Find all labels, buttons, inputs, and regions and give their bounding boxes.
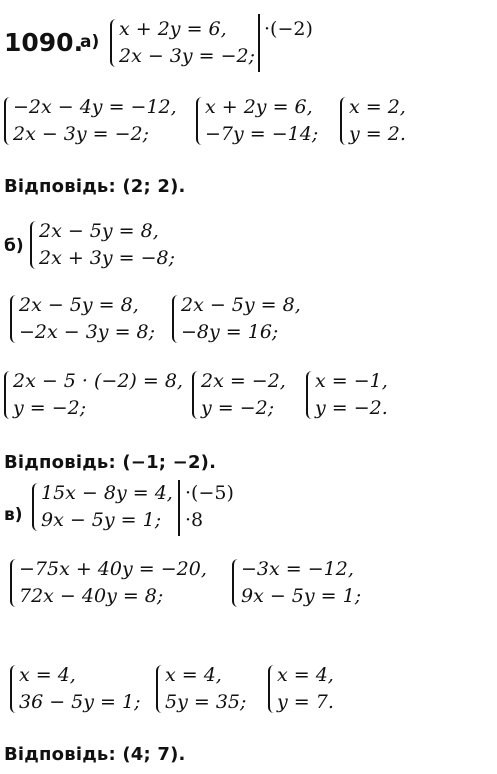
equation: −75x + 40y = −20, [19,558,207,580]
brace [4,97,12,145]
brace [232,559,240,607]
brace [196,97,204,145]
system-c-given [32,480,173,534]
equation: 2x − 5y = 8, [19,294,139,316]
equation: −2x − 3y = 8; [19,321,156,343]
multiplier: ·(−2) [264,18,313,40]
equation: −7y = −14; [205,123,319,145]
equation: y = −2; [13,397,87,419]
equation: x + 2y = 6, [119,18,227,40]
part-c-label: в) [4,505,23,525]
equation: 5y = 35; [165,691,247,713]
problem-number: 1090. [4,28,84,57]
equation: x = 4, [19,664,76,686]
equation: 72x − 40y = 8; [19,585,164,607]
system-c-step4 [156,662,246,716]
equation: x = −1, [315,370,388,392]
system-b-given [30,218,175,272]
equation: y = 2. [349,123,406,145]
system-c-step1 [10,556,207,610]
equation: 9x − 5y = 1; [241,585,362,607]
multiplier-bar [178,480,180,536]
brace [10,295,18,343]
system-c-step2 [232,556,361,610]
brace [10,665,18,713]
equation: 2x + 3y = −8; [39,247,176,269]
brace [306,371,314,419]
equation: 36 − 5y = 1; [19,691,141,713]
equation: −8y = 16; [181,321,279,343]
brace [30,221,38,269]
equation: −3x = −12, [241,558,354,580]
answer-b: Відповідь: (−1; −2). [4,452,217,473]
equation: 2x = −2, [201,370,286,392]
multiplier-bar [258,14,260,72]
brace [110,19,118,67]
system-b-step1 [10,292,155,346]
equation: x = 4, [165,664,222,686]
system-a-step2 [196,94,318,148]
system-b-step3 [4,368,183,422]
equation: 15x − 8y = 4, [41,482,173,504]
part-b-label: б) [4,236,24,256]
brace [4,371,12,419]
equation: 9x − 5y = 1; [41,509,162,531]
system-b-step4 [192,368,286,422]
equation: 2x − 3y = −2; [119,45,256,67]
system-b-step2 [172,292,301,346]
equation: x = 2, [349,96,406,118]
equation: x = 4, [277,664,334,686]
equation: −2x − 4y = −12, [13,96,177,118]
answer-c: Відповідь: (4; 7). [4,744,186,765]
system-b-step5 [306,368,388,422]
system-a-step1 [4,94,177,148]
equation: 2x − 5 · (−2) = 8, [13,370,183,392]
part-a-label: а) [80,32,100,52]
brace [340,97,348,145]
answer-a: Відповідь: (2; 2). [4,176,186,197]
equation: x + 2y = 6, [205,96,313,118]
brace [172,295,180,343]
brace [32,483,40,531]
equation: 2x − 5y = 8, [39,220,159,242]
equation: y = 7. [277,691,334,713]
equation: y = −2; [201,397,275,419]
system-c-step5 [268,662,334,716]
brace [192,371,200,419]
system-a-step3 [340,94,406,148]
equation: 2x − 3y = −2; [13,123,150,145]
multiplier: ·(−5) [185,482,234,504]
equation: 2x − 5y = 8, [181,294,301,316]
brace [156,665,164,713]
brace [10,559,18,607]
multiplier: ·8 [185,509,204,531]
brace [268,665,276,713]
system-c-step3 [10,662,141,716]
equation: y = −2. [315,397,388,419]
system-a-given [110,16,255,70]
